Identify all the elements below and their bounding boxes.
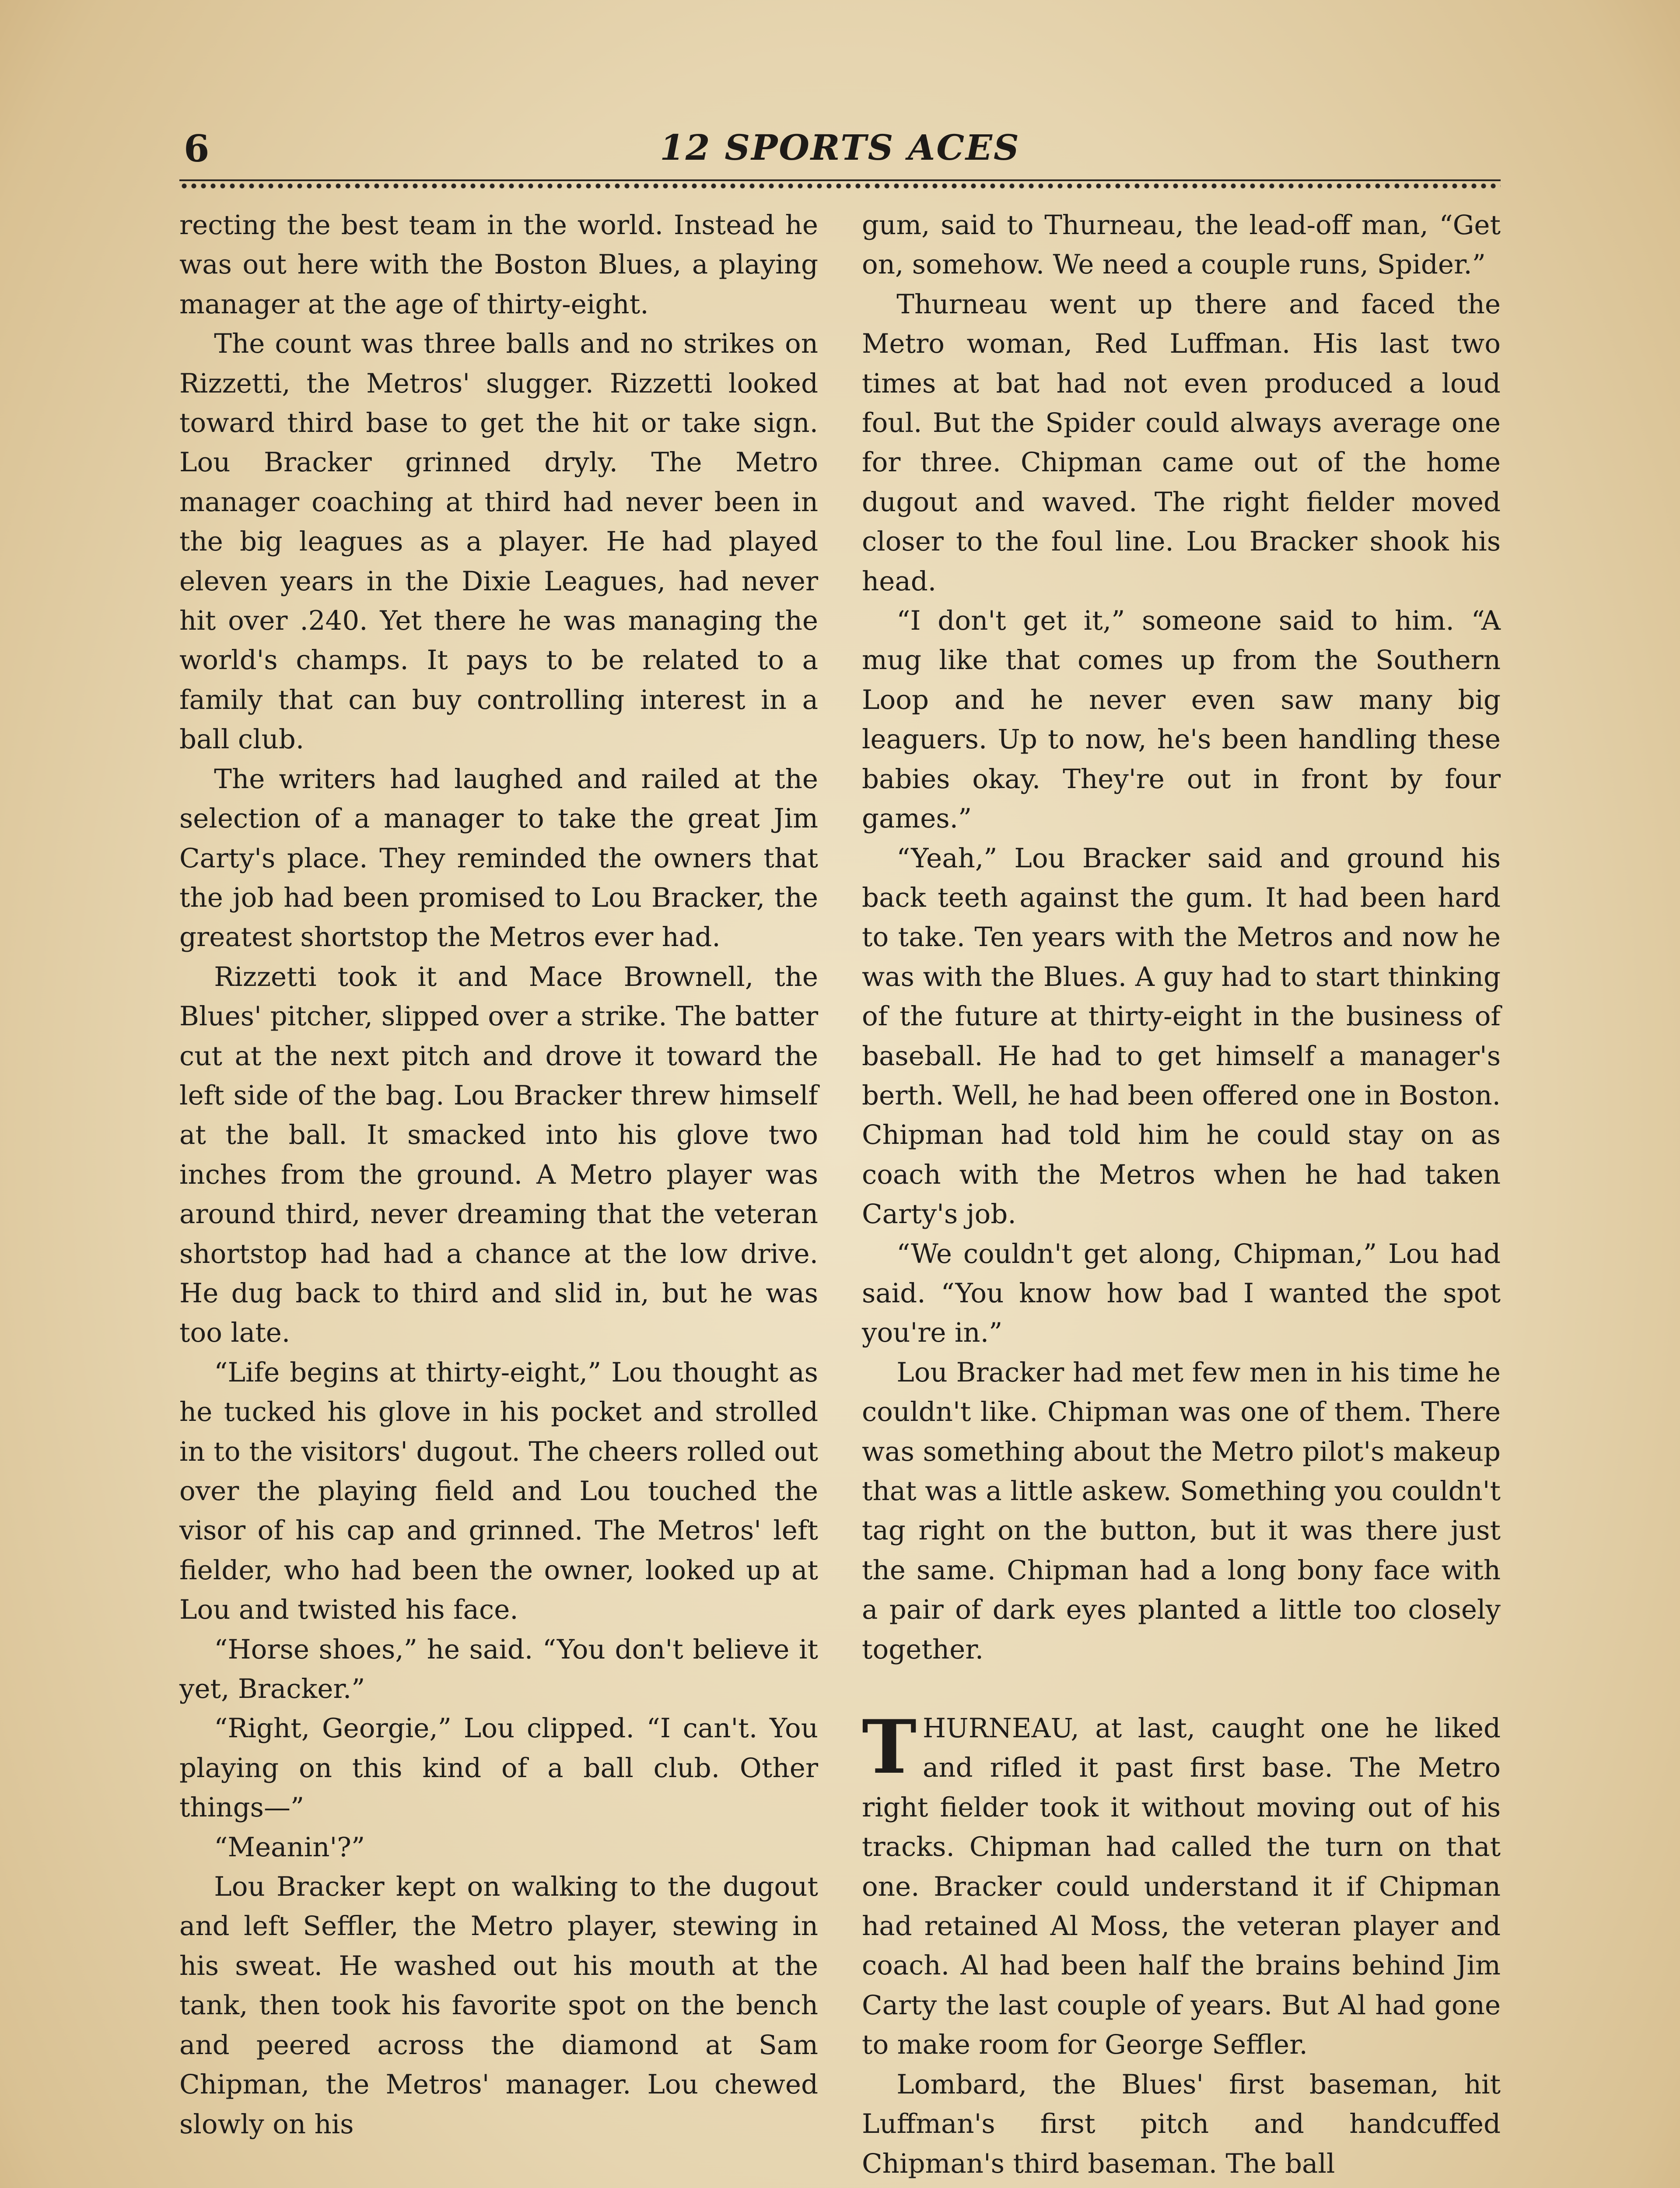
- page-header: [179, 118, 1501, 179]
- paragraph: recting the best team in the world. Instead he was out here with the Boston Blues, a playing manager at the age of thirty-eight.: [179, 210, 818, 320]
- magazine-title: 12 SPORTS ACES: [660, 127, 1020, 168]
- section-opening-paragraph: [862, 1704, 1501, 2065]
- paragraph: The writers had laughed and railed at the selection of a manager to take the great Jim Carty's place. They reminded the owners that the job had been promised to Lou Bracker, the greatest shortstop the Metros ever had.: [179, 763, 818, 953]
- page-number: 6: [184, 127, 210, 170]
- paragraph: “Right, Georgie,” Lou clipped. “I can't. You playing on this kind of a ball club. Other things—”: [179, 1713, 818, 1823]
- paragraph: “We couldn't get along, Chipman,” Lou had said. “You know how bad I wanted the spot you're in.”: [862, 1238, 1501, 1349]
- paragraph: “Yeah,” Lou Bracker said and ground his back teeth against the gum. It had been hard to take. Ten years with the Metros and now he was with the Blues. A guy had to start thinking of the future at thirty-eight in the business of baseball. He had to get himself a manager's berth. Well, he had been offered one in Boston. Chipman had told him he could stay on as coach with the Metros when he had taken Carty's job.: [862, 842, 1501, 1230]
- paragraph: Lou Bracker kept on walking to the dugout and left Seffler, the Metro player, stewing in his sweat. He washed out his mouth at the tank, then took his favorite spot on the bench and peered across the diamond at Sam Chipman, the Metros' manager. Lou chewed slowly on his: [179, 1871, 818, 2140]
- paragraph: “I don't get it,” someone said to him. “A mug like that comes up from the Southern Loop and he never even saw many big leaguers. Up to now, he's been handling these babies okay. They're out in front by four games.”: [862, 605, 1501, 835]
- paragraph: Rizzetti took it and Mace Brownell, the Blues' pitcher, slipped over a strike. The batter cut at the next pitch and drove it toward the left side of the bag. Lou Bracker threw himself at the ball. It smacked into his glove two inches from the ground. A Metro player was around third, never dreaming that the veteran shortstop had had a chance at the low drive. He dug back to third and slid in, but he was too late.: [179, 961, 818, 1349]
- header-divider: [179, 179, 1501, 191]
- left-column: [179, 206, 818, 2144]
- paragraph: Lou Bracker had met few men in his time he couldn't like. Chipman was one of them. There was something about the Metro pilot's makeup that was a little askew. Something you couldn't tag right on the button, but it was there just the same. Chipman had a long bony face with a pair of dark eyes planted a little too closely together.: [862, 1357, 1501, 1665]
- drop-cap: T: [862, 1704, 917, 1791]
- right-column: [862, 206, 1501, 2184]
- paragraph: gum, said to Thurneau, the lead-off man, “Get on, somehow. We need a couple runs, Spider.”: [862, 210, 1501, 281]
- paragraph: “Life begins at thirty-eight,” Lou thought as he tucked his glove in his pocket and strolled in to the visitors' dugout. The cheers rolled out over the playing field and Lou touched the visor of his cap and grinned. The Metros' left fielder, who had been the owner, looked up at Lou and twisted his face.: [179, 1357, 818, 1626]
- paragraph: “Meanin'?”: [214, 1831, 365, 1863]
- paragraph: Lombard, the Blues' first baseman, hit Luffman's first pitch and handcuffed Chipman's third baseman. The ball: [862, 2069, 1501, 2179]
- paragraph: The count was three balls and no strikes on Rizzetti, the Metros' slugger. Rizzetti looked toward third base to get the hit or take sign. Lou Bracker grinned dryly. The Metro manager coaching at third had never been in the big leagues as a player. He had played eleven years in the Dixie Leagues, had never hit over .240. Yet there he was managing the world's champs. It pays to be related to a family that can buy controlling interest in a ball club.: [179, 328, 818, 755]
- paragraph-text: HURNEAU, at last, caught one he liked and rifled it past first base. The Metro right fielder took it without moving out of his tracks. Chipman had called the turn on that one. Bracker could understand it if Chipman had retained Al Moss, the veteran player and coach. Al had been half the brains behind Jim Carty the last couple of years. But Al had gone to make room for George Seffler.: [862, 1713, 1501, 2061]
- paragraph: “Horse shoes,” he said. “You don't believe it yet, Bracker.”: [179, 1634, 818, 1705]
- paragraph: Thurneau went up there and faced the Metro woman, Red Luffman. His last two times at bat had not even produced a loud foul. But the Spider could always average one for three. Chipman came out of the home dugout and waved. The right fielder moved closer to the foul line. Lou Bracker shook his head.: [862, 288, 1501, 597]
